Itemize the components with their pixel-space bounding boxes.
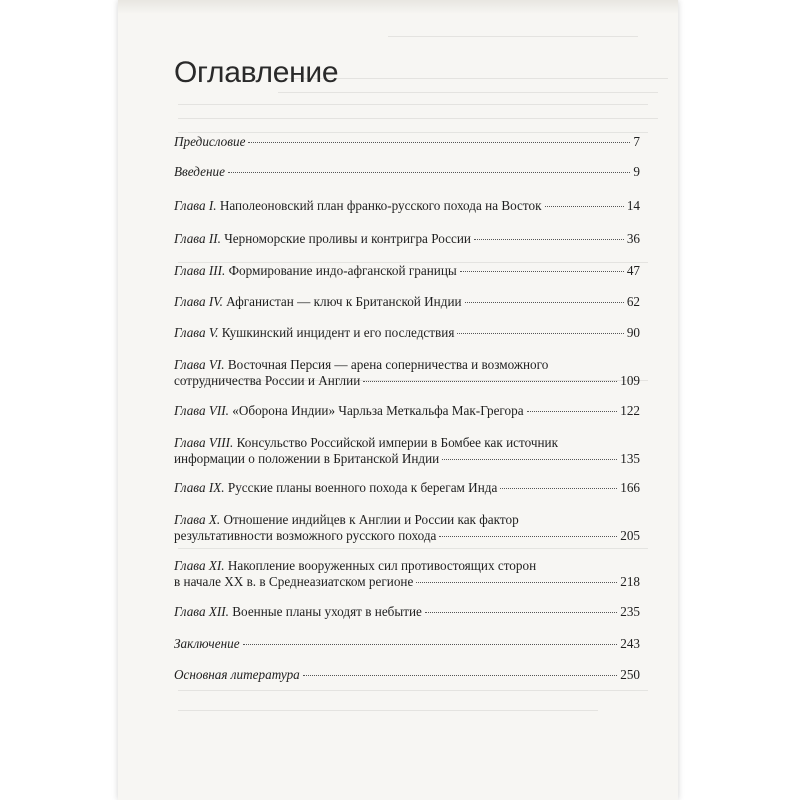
dot-leader — [545, 206, 624, 207]
chapter-title: Наполеоновский план франко-русского похода на Восток — [216, 198, 542, 213]
chapter-title: Накопление вооруженных сил противостоящих сторон — [224, 558, 537, 573]
chapter-title: Военные планы уходят в небытие — [228, 604, 422, 619]
page-number: 122 — [620, 403, 640, 418]
page-number: 166 — [620, 480, 640, 495]
chapter-title: Консульство Российской империи в Бомбее как источник — [233, 435, 558, 450]
dot-leader — [474, 239, 624, 240]
page-top-edge — [118, 0, 678, 14]
page-number: 250 — [620, 667, 640, 682]
page-number: 218 — [620, 574, 640, 589]
dot-leader — [527, 411, 618, 412]
dot-leader — [460, 271, 624, 272]
chapter-number: Глава X. — [174, 512, 221, 527]
dot-leader — [248, 142, 630, 143]
entry-label: Основная литература — [174, 667, 300, 682]
page-number: 135 — [620, 451, 640, 466]
chapter-number: Глава I. — [174, 198, 217, 213]
page-number: 36 — [626, 231, 640, 246]
toc-entry-bibliography[interactable] — [174, 667, 640, 683]
chapter-number: Глава XII. — [174, 604, 229, 619]
toc-entry-chapter-9[interactable] — [174, 480, 640, 496]
dot-leader — [228, 172, 630, 173]
dot-leader — [457, 333, 623, 334]
chapter-number: Глава IV. — [174, 294, 223, 309]
page-number: 243 — [620, 636, 640, 651]
toc-entry-chapter-2[interactable] — [174, 231, 640, 247]
chapter-title: Формирование индо-афганской границы — [225, 263, 457, 278]
chapter-number: Глава III. — [174, 263, 226, 278]
chapter-number: Глава IX. — [174, 480, 225, 495]
toc-entry-chapter-7[interactable] — [174, 403, 640, 419]
chapter-number: Глава VII. — [174, 403, 229, 418]
page-number: 47 — [626, 263, 640, 278]
chapter-title-line-2: в начале XX в. в Среднеазиатском регионе — [174, 574, 414, 589]
toc-entry-introduction[interactable] — [174, 164, 640, 180]
page-number: 109 — [620, 373, 640, 388]
toc-entry-chapter-11[interactable] — [174, 558, 640, 590]
page-number: 90 — [626, 325, 640, 340]
page-number: 205 — [620, 528, 640, 543]
chapter-number: Глава II. — [174, 231, 221, 246]
entry-label: Введение — [174, 164, 225, 179]
dot-leader — [465, 302, 624, 303]
entry-label: Заключение — [174, 636, 240, 651]
chapter-title: Кушкинский инцидент и его последствия — [218, 325, 455, 340]
page-number: 7 — [633, 134, 640, 149]
toc-entry-chapter-1[interactable] — [174, 198, 640, 214]
dot-leader — [416, 582, 617, 583]
dot-leader — [500, 488, 617, 489]
chapter-number: Глава VI. — [174, 357, 225, 372]
page-number: 235 — [620, 604, 640, 619]
chapter-title: Афганистан — ключ к Британской Индии — [222, 294, 462, 309]
toc-entry-chapter-8[interactable] — [174, 435, 640, 467]
toc-entry-conclusion[interactable] — [174, 636, 640, 652]
toc-entry-chapter-6[interactable] — [174, 357, 640, 389]
chapter-title: Черноморские проливы и контригра России — [220, 231, 471, 246]
chapter-title: Восточная Персия — арена соперничества и возможного — [224, 357, 549, 372]
toc-entry-chapter-12[interactable] — [174, 604, 640, 620]
entry-label: Предисловие — [174, 134, 246, 149]
chapter-title: Русские планы военного похода к берегам Инда — [224, 480, 498, 495]
toc-entry-preface[interactable] — [174, 134, 640, 150]
dot-leader — [439, 536, 617, 537]
chapter-number: Глава V. — [174, 325, 219, 340]
page-number: 9 — [633, 164, 640, 179]
toc-entry-chapter-4[interactable] — [174, 294, 640, 310]
page-number: 14 — [626, 198, 640, 213]
chapter-title: Отношение индийцев к Англии и России как фактор — [220, 512, 519, 527]
chapter-title-line-2: информации о положении в Британской Индии — [174, 451, 440, 466]
chapter-number: Глава XI. — [174, 558, 225, 573]
toc-entry-chapter-5[interactable] — [174, 325, 640, 341]
dot-leader — [363, 381, 617, 382]
toc-entry-chapter-10[interactable] — [174, 512, 640, 544]
chapter-title: «Оборона Индии» Чарльза Меткальфа Мак-Грегора — [228, 403, 524, 418]
dot-leader — [442, 459, 617, 460]
chapter-title-line-2: сотрудничества России и Англии — [174, 373, 361, 388]
page-number: 62 — [626, 294, 640, 309]
dot-leader — [243, 644, 618, 645]
chapter-title-line-2: результативности возможного русского похода — [174, 528, 437, 543]
book-page — [118, 0, 678, 800]
page-title: Оглавление — [174, 56, 339, 89]
dot-leader — [303, 675, 617, 676]
chapter-number: Глава VIII. — [174, 435, 234, 450]
toc-entry-chapter-3[interactable] — [174, 263, 640, 279]
dot-leader — [425, 612, 617, 613]
